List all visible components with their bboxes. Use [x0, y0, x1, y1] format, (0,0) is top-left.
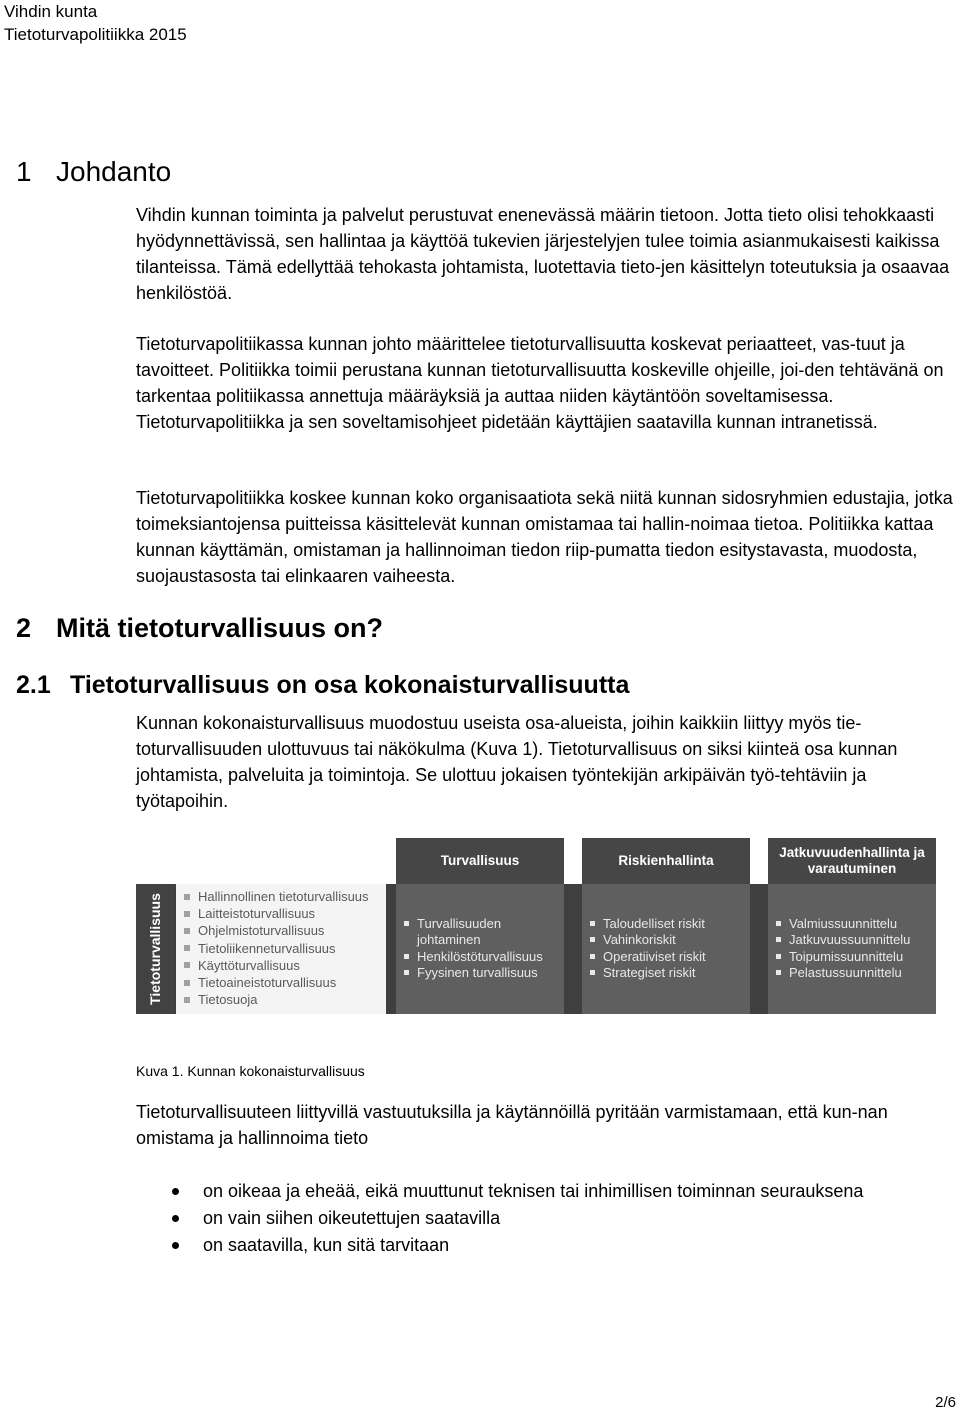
- section-number: 2.1: [16, 671, 51, 699]
- header-doc-title: Tietoturvapolitiikka 2015: [4, 25, 187, 44]
- section-title: Tietoturvallisuus on osa kokonaisturvallisuutta: [70, 671, 630, 699]
- list-item: Valmiussuunnittelu: [776, 916, 936, 932]
- bullet-icon: [172, 1188, 179, 1195]
- header-org: Vihdin kunta: [4, 2, 98, 21]
- list-item: Jatkuvuussuunnittelu: [776, 932, 936, 948]
- list-item: Vahinkoriskit: [590, 932, 750, 948]
- paragraph-policy: Tietoturvapolitiikassa kunnan johto määrittelee tietoturvallisuutta koskevat periaatteet, vas-tuut ja tavoitteet. Politiikka toimii perustana kunnan tietoturvallisuutta koskeville ohjeille, joi-den tehtävänä on tarkentaa politiikassa annettuja määräyksiä ja auttaa niiden käytäntöön soveltamisessa. Tietoturvapolitiikka ja sen soveltamisohjeet pidetään käyttäjien saatavilla kunnan intranetissä.: [136, 334, 944, 432]
- list-item: Tietosuoja: [184, 991, 386, 1008]
- list-item: Tietoliikenneturvallisuus: [184, 940, 386, 957]
- figure-vertical-panel: [136, 884, 174, 1014]
- section-number: 1: [16, 156, 32, 187]
- figure-column-security: [396, 838, 564, 1014]
- section-number: 2: [16, 613, 32, 643]
- paragraph-goals: Tietoturvallisuuteen liittyvillä vastuutuksilla ja käytännöillä pyritään varmistamaan, että kun-nan omistama ja hallinnoima tieto: [136, 1102, 888, 1148]
- column-title: Riskienhallinta: [582, 838, 750, 884]
- list-item: Henkilöstöturvallisuus: [404, 949, 564, 965]
- column-title: Turvallisuus: [396, 838, 564, 884]
- section-2-heading: [16, 611, 383, 645]
- section-title: Mitä tietoturvallisuus on?: [56, 613, 384, 643]
- section-1-heading: [16, 155, 171, 189]
- list-item: [136, 1205, 956, 1232]
- list-item: Toipumissuunnittelu: [776, 949, 936, 965]
- list-item-text: on saatavilla, kun sitä tarvitaan: [203, 1235, 450, 1255]
- list-item-text: on oikeaa ja eheää, eikä muuttunut teknisen tai inhimillisen toiminnan seurauksena: [203, 1181, 864, 1201]
- list-item: [136, 1178, 956, 1205]
- list-item: Strategiset riskit: [590, 965, 750, 981]
- column-title: Jatkuvuudenhallinta ja varautuminen: [768, 838, 936, 884]
- paragraph-intro: Vihdin kunnan toiminta ja palvelut perustuvat enenevässä määrin tietoon. Jotta tieto olisi tehokkaasti hyödynnettävissä, sen hallintaa ja käyttöä tukevien järjestelyjen tulee toimia asianmukaisesti kaikissa tilanteissa. Tämä edellyttää tehokasta johtamista, luotettavia tieto-jen käsittelyn toteutuksia ja osaavaa henkilöstöä.: [136, 205, 950, 303]
- goal-list: [136, 1178, 956, 1259]
- paragraph-scope: Tietoturvapolitiikka koskee kunnan koko organisaatiota sekä niitä kunnan sidosryhmien edustajia, jotka toimeksiantojensa puitteissa käsittelevät kunnan omistamaa tai hallin-noimaa tietoa. Politiikka kattaa kunnan käyttämän, omistaman ja hallinnoiman tiedon riip-pumatta tiedon esitystavasta, muodosta, suojaustasosta tai elinkaaren vaiheesta.: [136, 488, 953, 586]
- list-item-text: on vain siihen oikeutettujen saatavilla: [203, 1208, 501, 1228]
- page-header: [4, 0, 187, 46]
- list-item: Ohjelmistoturvallisuus: [184, 922, 386, 939]
- figure-infosec-list: [176, 884, 386, 1014]
- figure-column-continuity: [768, 838, 936, 1014]
- list-item: [136, 1232, 956, 1259]
- list-item: johtaminen: [417, 932, 481, 948]
- list-item: Tietoaineistoturvallisuus: [184, 974, 386, 991]
- paragraph-overall-security: Kunnan kokonaisturvallisuus muodostuu useista osa-alueista, joihin kaikkiin liittyy myös tie-toturvallisuuden ulottuvuus tai näkökulma (Kuva 1). Tietoturvallisuus on siksi kiinteä osa kunnan johtamista, palveluita ja toimintoja. Se ulottuu jokaisen työntekijän arkipäivän työ-tehtäviin ja työtapoihin.: [136, 713, 898, 811]
- list-item: Laitteistoturvallisuus: [184, 905, 386, 922]
- figure-column-risk-management: [582, 838, 750, 1014]
- list-item: Taloudelliset riskit: [590, 916, 750, 932]
- figure-overall-security: [136, 838, 938, 1016]
- bullet-icon: [172, 1215, 179, 1222]
- section-2-1-heading: [16, 670, 629, 700]
- figure-caption: Kuva 1. Kunnan kokonaisturvallisuus: [136, 1063, 365, 1079]
- list-item: Käyttöturvallisuus: [184, 957, 386, 974]
- list-item: Turvallisuuden: [404, 916, 564, 932]
- figure-vertical-label: Tietoturvallisuus: [147, 893, 163, 1005]
- page-number: 2/6: [935, 1394, 956, 1411]
- section-title: Johdanto: [56, 156, 172, 187]
- list-item: Operatiiviset riskit: [590, 949, 750, 965]
- list-item: Hallinnollinen tietoturvallisuus: [184, 888, 386, 905]
- list-item: Fyysinen turvallisuus: [404, 965, 564, 981]
- list-item: Pelastussuunnittelu: [776, 965, 936, 981]
- bullet-icon: [172, 1242, 179, 1249]
